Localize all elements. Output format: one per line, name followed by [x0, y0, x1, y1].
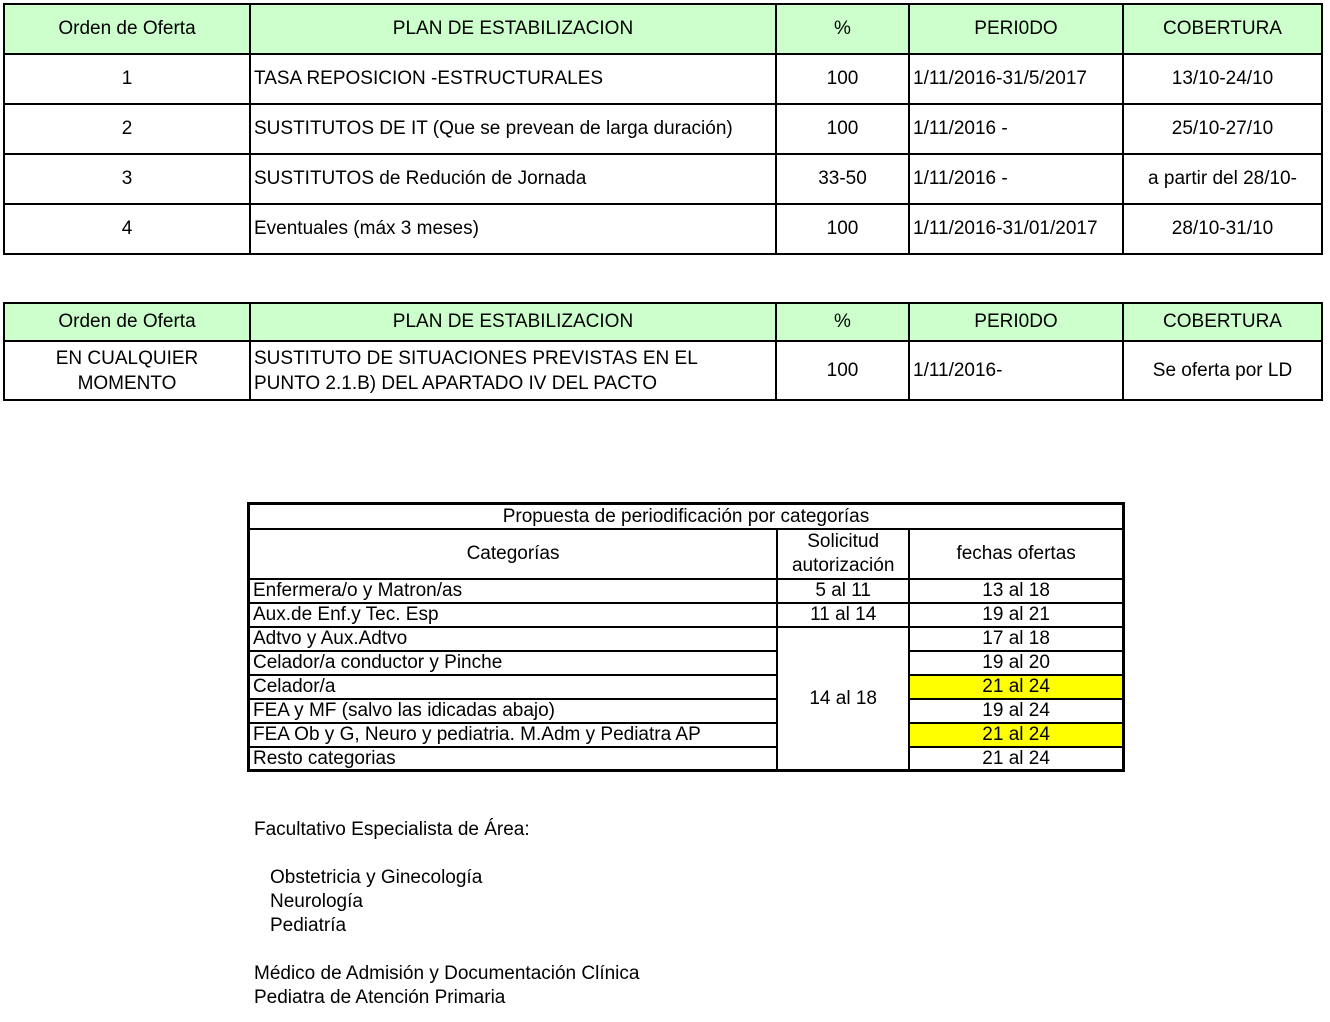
cell-plan: TASA REPOSICION -ESTRUCTURALES — [250, 54, 776, 104]
table-header-row — [4, 4, 1322, 54]
cell-percent: 100 — [776, 204, 909, 254]
cell-orden: 4 — [4, 204, 250, 254]
table-row — [249, 675, 1124, 699]
cell-periodo: 1/11/2016 - — [909, 104, 1123, 154]
header-periodo: PERI0DO — [909, 4, 1123, 54]
cell-categoria: Resto categorias — [249, 747, 778, 771]
cell-periodo: 1/11/2016- — [909, 341, 1123, 400]
cell-plan: SUSTITUTOS de Redución de Jornada — [250, 154, 776, 204]
cell-percent: 33-50 — [776, 154, 909, 204]
cell-categoria: Enfermera/o y Matron/as — [249, 579, 778, 603]
table-row — [4, 341, 1322, 400]
cell-cobertura: 25/10-27/10 — [1123, 104, 1322, 154]
header-cobertura: COBERTURA — [1123, 4, 1322, 54]
cell-solicitud: 11 al 14 — [777, 603, 909, 627]
cell-solicitud-merged: 14 al 18 — [777, 627, 909, 771]
cell-orden: 1 — [4, 54, 250, 104]
cell-categoria: Celador/a conductor y Pinche — [249, 651, 778, 675]
cell-categoria: FEA Ob y G, Neuro y pediatria. M.Adm y Pediatra AP — [249, 723, 778, 747]
cell-cobertura: a partir del 28/10- — [1123, 154, 1322, 204]
table-row — [4, 104, 1322, 154]
stabilization-plan-table — [3, 3, 1323, 255]
notes-heading: Facultativo Especialista de Área: — [254, 819, 530, 840]
periodification-table — [247, 502, 1125, 772]
cell-orden: 2 — [4, 104, 250, 154]
header-fechas: fechas ofertas — [909, 529, 1123, 579]
header-plan: PLAN DE ESTABILIZACION — [250, 4, 776, 54]
cell-orden: EN CUALQUIER MOMENTO — [4, 341, 250, 400]
cell-periodo: 1/11/2016-31/01/2017 — [909, 204, 1123, 254]
cell-fecha: 19 al 20 — [909, 651, 1123, 675]
cell-solicitud: 5 al 11 — [777, 579, 909, 603]
cell-percent: 100 — [776, 341, 909, 400]
header-categorias: Categorías — [249, 529, 778, 579]
table-row — [249, 651, 1124, 675]
cell-fecha: 19 al 24 — [909, 699, 1123, 723]
table-row — [249, 603, 1124, 627]
table-header-row — [249, 529, 1124, 579]
cell-fecha-highlighted: 21 al 24 — [909, 675, 1123, 699]
cell-orden: 3 — [4, 154, 250, 204]
table-row — [4, 154, 1322, 204]
cell-cobertura: 28/10-31/10 — [1123, 204, 1322, 254]
cell-plan: Eventuales (máx 3 meses) — [250, 204, 776, 254]
header-solicitud: Solicitud autorización — [777, 529, 909, 579]
cell-fecha: 19 al 21 — [909, 603, 1123, 627]
cell-fecha: 13 al 18 — [909, 579, 1123, 603]
header-orden: Orden de Oferta — [4, 4, 250, 54]
cell-percent: 100 — [776, 54, 909, 104]
cell-plan: SUSTITUTOS DE IT (Que se prevean de larga duración) — [250, 104, 776, 154]
cell-fecha-highlighted: 21 al 24 — [909, 723, 1123, 747]
header-percent: % — [776, 4, 909, 54]
header-percent: % — [776, 303, 909, 341]
table-row — [249, 747, 1124, 771]
cell-categoria: Aux.de Enf.y Tec. Esp — [249, 603, 778, 627]
table-row — [249, 723, 1124, 747]
notes-section — [254, 818, 639, 1010]
cell-percent: 100 — [776, 104, 909, 154]
table-row — [249, 699, 1124, 723]
header-cobertura: COBERTURA — [1123, 303, 1322, 341]
cell-periodo: 1/11/2016 - — [909, 154, 1123, 204]
table-header-row — [4, 303, 1322, 341]
table-row — [4, 204, 1322, 254]
cell-plan: SUSTITUTO DE SITUACIONES PREVISTAS EN EL PUNTO 2.1.B) DEL APARTADO IV DEL PACTO — [250, 341, 776, 400]
cell-periodo: 1/11/2016-31/5/2017 — [909, 54, 1123, 104]
specialty-item: Obstetricia y Ginecología — [270, 867, 483, 888]
table-row — [249, 579, 1124, 603]
other-item: Médico de Admisión y Documentación Clínica — [254, 963, 640, 984]
other-item: Pediatra de Atención Primaria — [254, 987, 506, 1008]
cell-cobertura: 13/10-24/10 — [1123, 54, 1322, 104]
cell-cobertura: Se oferta por LD — [1123, 341, 1322, 400]
specialty-item: Pediatría — [270, 915, 347, 936]
table-title: Propuesta de periodificación por categorías — [249, 504, 1124, 529]
table-row — [249, 627, 1124, 651]
specialty-item: Neurología — [270, 891, 363, 912]
header-plan: PLAN DE ESTABILIZACION — [250, 303, 776, 341]
table-row — [4, 54, 1322, 104]
header-periodo: PERI0DO — [909, 303, 1123, 341]
anytime-offer-table — [3, 302, 1323, 401]
header-orden: Orden de Oferta — [4, 303, 250, 341]
table-title-row — [249, 504, 1124, 529]
cell-categoria: Adtvo y Aux.Adtvo — [249, 627, 778, 651]
cell-fecha: 17 al 18 — [909, 627, 1123, 651]
cell-categoria: Celador/a — [249, 675, 778, 699]
cell-categoria: FEA y MF (salvo las idicadas abajo) — [249, 699, 778, 723]
cell-fecha: 21 al 24 — [909, 747, 1123, 771]
